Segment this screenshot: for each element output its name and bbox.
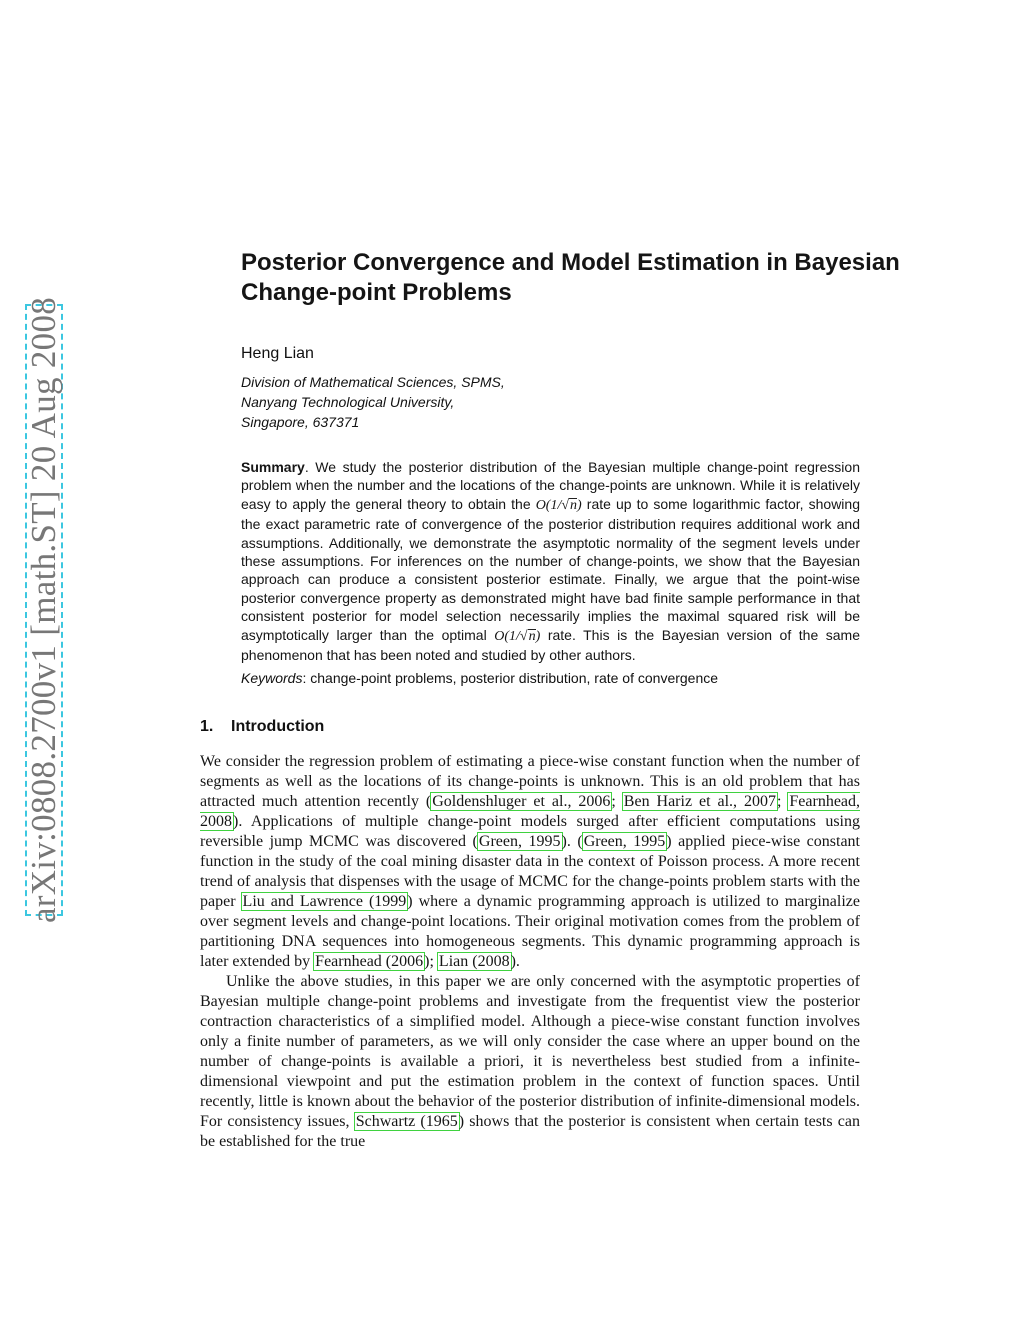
affiliation-line: Division of Mathematical Sciences, SPMS, bbox=[241, 374, 505, 390]
summary-text: rate. This is the Bayesian version of the same phenomenon that has been noted and studied by other authors. bbox=[241, 626, 861, 664]
keywords bbox=[241, 670, 718, 686]
section-heading bbox=[200, 718, 324, 736]
citation-link[interactable]: Green, 1995 bbox=[478, 833, 561, 850]
keywords-label: Keywords bbox=[241, 670, 303, 686]
affiliation-line: Singapore, 637371 bbox=[241, 414, 360, 430]
rate-expression: O(1/√n) bbox=[535, 497, 582, 513]
rate-expression: O(1/√n) bbox=[494, 628, 541, 644]
section-title: Introduction bbox=[231, 718, 325, 735]
citation-link[interactable]: Fearnhead, 2008 bbox=[200, 793, 861, 830]
keywords-text: : change-point problems, posterior distribution, rate of convergence bbox=[302, 670, 719, 686]
citation-link[interactable]: Fearnhead (2006 bbox=[315, 953, 424, 970]
affiliation-line: Nanyang Technological University, bbox=[241, 394, 455, 410]
citation-link[interactable]: Liu and Lawrence (1999 bbox=[242, 893, 407, 910]
affiliation bbox=[241, 372, 505, 432]
section-number: 1. bbox=[200, 718, 214, 735]
summary-abstract bbox=[241, 458, 860, 664]
citation-link[interactable]: Goldenshluger et al., 2006 bbox=[432, 793, 611, 810]
summary-text: rate up to some logarithmic factor, showing the exact parametric rate of convergence of the posterior distribution requires additional work and assumptions. Additionally, we demonstrate the asymptotic normality of the segment levels under these assumptions. For inferences on the number of change-points, we show that the Bayesian approach can produce a consistent posterior estimate. Finally, we argue that the point-wise posterior convergence property as demonstrated might have bad finite sample performance in that consistent posterior for model selection necessarily implies the maximal squared risk will be asymptotically larger than the optimal bbox=[241, 495, 860, 643]
summary-text: . We study the posterior distribution of the Bayesian multiple change-point regression problem when the number and the locations of the change-points are unknown. While it is relatively easy to apply the general theory to obtain the bbox=[241, 459, 860, 512]
citation-link[interactable]: Green, 1995 bbox=[583, 833, 666, 850]
author-name: Heng Lian bbox=[241, 345, 314, 362]
paragraph: Unlike the above studies, in this paper we are only concerned with the asymptotic properties of Bayesian multiple change-point problems and investigate from the frequentist view the posterior contraction characteristics of a simplified model. Although a piece-wise constant function involves only a finite number of parameters, as we will only consider the case where an upper bound on the number of change-points is available a priori, it is nevertheless best studied from a infinite-dimensional viewpoint and put the estimation problem in the context of function spaces. Until recently, little is known about the behavior of the posterior distribution of infinite-dimensional models. For consistency issues, Schwartz (1965) shows that the posterior is consistent when certain tests can be established for the true bbox=[200, 973, 860, 1150]
introduction-body bbox=[200, 752, 860, 1152]
arxiv-stamp[interactable]: arXiv:0808.2700v1 [math.ST] 20 Aug 2008 bbox=[24, 296, 63, 924]
citation-link[interactable]: Schwartz (1965 bbox=[355, 1113, 458, 1130]
citation-link[interactable]: Lian (2008 bbox=[438, 953, 510, 970]
paragraph: We consider the regression problem of estimating a piece-wise constant function when the number of segments as well as the locations of its change-points is unknown. This is an old problem that has attracted much attention recently (Goldenshluger et al., 2006; Ben Hariz et al., 2007; Fearnhead, 2008). Applications of multiple change-point models surged after efficient computations using reversible jump MCMC was discovered (Green, 1995). (Green, 1995) applied piece-wise constant function in the study of the coal mining disaster data in the context of Poisson process. A more recent trend of analysis that dispenses with the usage of MCMC for the change-points problem starts with the paper Liu and Lawrence (1999) where a dynamic programming approach is utilized to marginalize over segment levels and change-point locations. Their original motivation comes from the problem of partitioning DNA sequences into homogeneous segments. This dynamic programming approach is later extended by Fearnhead (2006); Lian (2008). bbox=[200, 753, 861, 970]
summary-label: Summary bbox=[241, 459, 305, 475]
citation-link[interactable]: Ben Hariz et al., 2007 bbox=[623, 793, 776, 810]
paper-title: Posterior Convergence and Model Estimation in Bayesian Change-point Problems bbox=[241, 249, 900, 306]
